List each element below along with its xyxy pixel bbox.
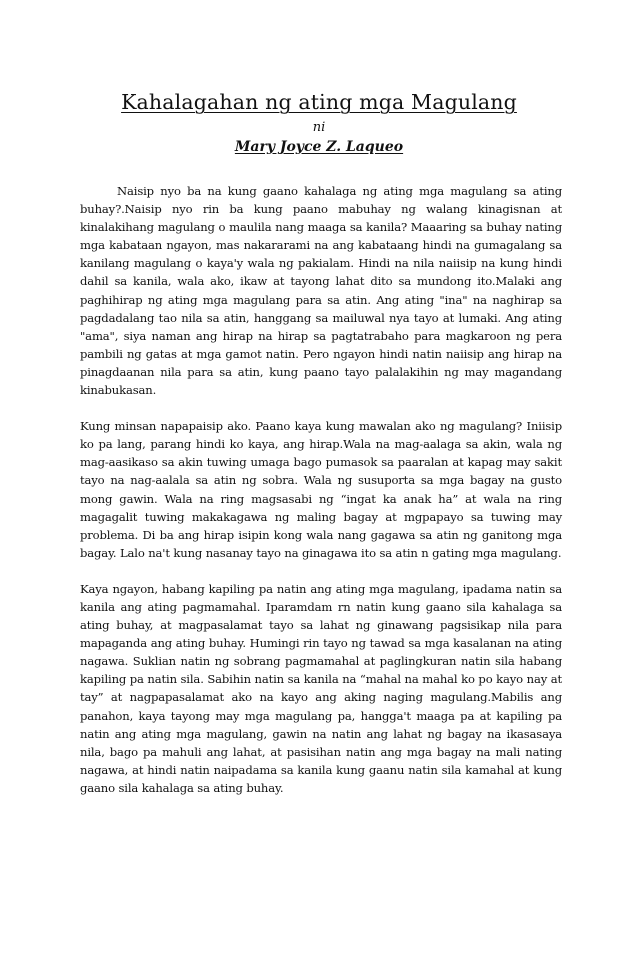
paragraph-1: Naisip nyo ba na kung gaano kahalaga ng ating mga magulang sa ating buhay?.Naisip nyo rin ba kung paano mabuhay ng walang kinagisnan at kinalakihang magulang o maulila nang maaga sa kanila? Maaaring sa buhay nating mga kabataan ngayon, mas nakararami na ang kabataang hindi na gumagalang sa kanilang magulang o kaya'y wala ng pakialam. Hindi na nila naiisip na kung hindi dahil sa kanila, wala ako, ikaw at tayong lahat dito sa mundong ito.Malaki ang paghihirap ng ating mga magulang para sa atin. Ang ating "ina" na naghirap sa pagdadalang tao nila sa atin, hanggang sa mailuwal nya tayo at lumaki. Ang ating "ama", siya naman ang hirap na hirap sa pagtatrabaho para magkaroon ng pera pambili ng gatas at mga gamot natin. Pero ngayon hindi natin naiisip ang hirap na pinagdaanan nila para sa atin, kung paano tayo palalakihin ng may magandang kinabukasan. (80, 184, 562, 398)
paragraph-3: Kaya ngayon, habang kapiling pa natin ang ating mga magulang, ipadama natin sa kanila ang ating pagmamahal. Iparamdam rn natin kung gaano sila kahalaga sa ating buhay, at magpasalamat tayo sa lahat ng ginawang pagsisikap nila para mapaganda ang ating buhay. Humingi rin tayo ng tawad sa mga kasalanan na ating nagawa. Suklian natin ng sobrang pagmamahal at paglingkuran natin sila habang kapiling pa natin sila. Sabihin natin sa kanila na “mahal na mahal ko po kayo nay at tay” at nagpapasalamat ako na kayo ang aking naging magulang.Mabilis ang panahon, kaya tayong may mga magulang pa, hangga't maaga pa at kapiling pa natin ang ating mga magulang, gawin na natin ang lahat ng bagay na ikasasaya nila, bago pa mahuli ang lahat, at pasisihan natin ang mga bagay na mali nating nagawa, at hindi natin naipadama sa kanila kung gaanu natin sila kamahal at kung gaano sila kahalaga sa ating buhay. (80, 581, 562, 795)
essay-body (80, 182, 562, 815)
author-name: Mary Joyce Z. Laqueo (234, 139, 404, 155)
byline-prefix: ni (312, 120, 326, 135)
paragraph-2: Kung minsan napapaisip ako. Paano kaya kung mawalan ako ng magulang? Iniisip ko pa lang, parang hindi ko kaya, ang hirap.Wala na mag-aalaga sa akin, wala ng mag-aasikaso sa akin tuwing umaga bago pumasok sa paaralan at kapag may sakit tayo na nag-aalala sa atin ng sobra. Wala ng susuporta sa mga bagay na gusto mong gawin. Wala na ring magsasabi ng “ingat ka anak ha” at wala na ring magagalit tuwing makakagawa ng maling bagay at mgpapayo sa tuwing may problema. Di ba ang hirap isipin kong wala nang gagawa sa atin ng ganitong mga bagay. Lalo na't kung nasanay tayo na ginagawa ito sa atin n gating mga magulang. (80, 419, 562, 560)
essay-title: Kahalagahan ng ating mga Magulang (121, 90, 517, 114)
